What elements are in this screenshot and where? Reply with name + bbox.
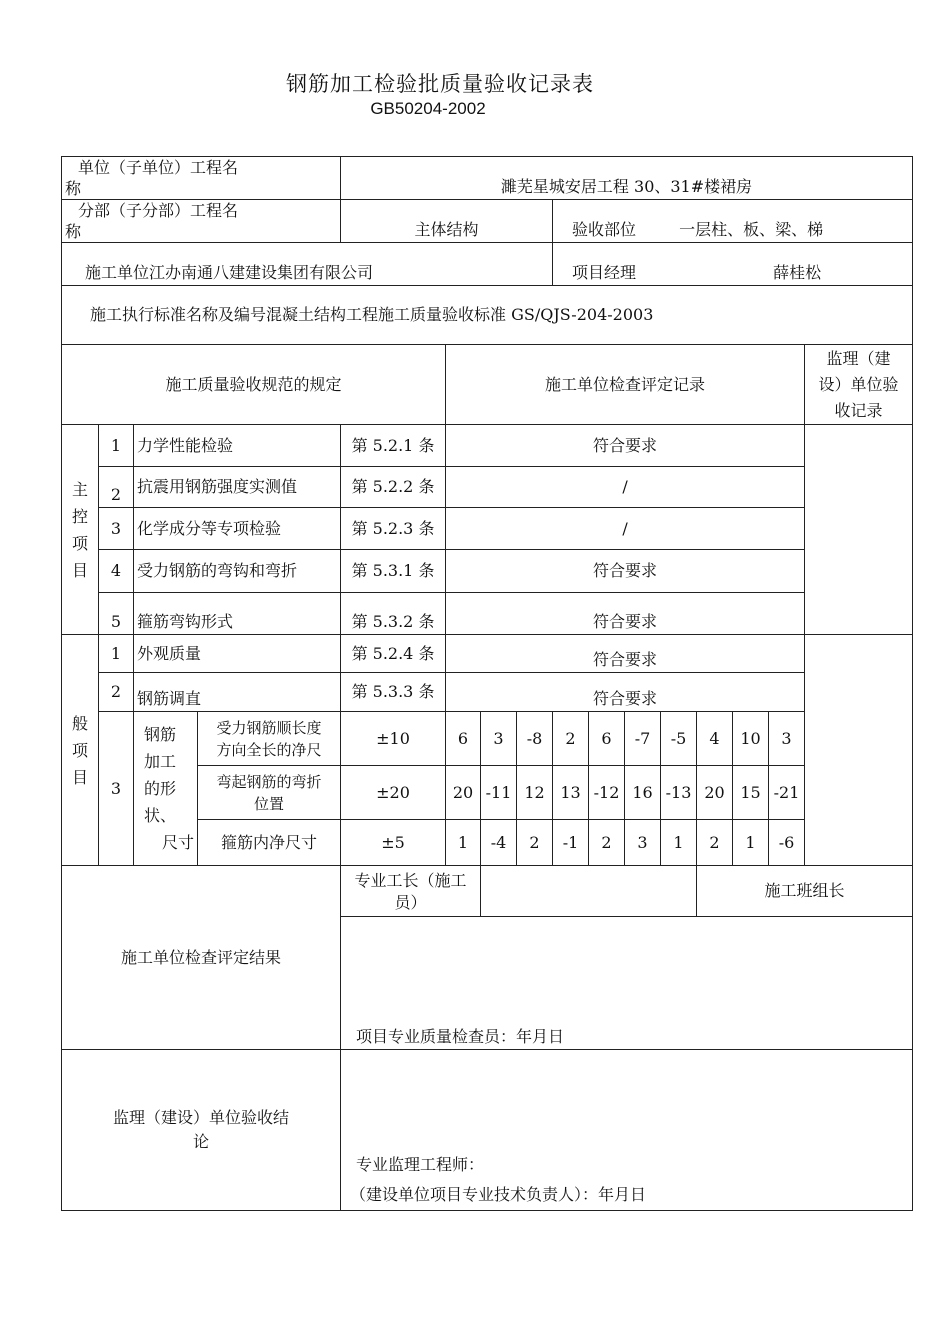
item-number: 2 [99,467,134,508]
measured-value: 1 [446,820,481,866]
project-manager-value: 薛桂松 [773,263,822,282]
item-result: 符合要求 [446,673,805,712]
measured-value: 10 [733,712,769,766]
item-number: 1 [99,635,134,673]
measured-value: -7 [625,712,661,766]
supervising-engineer-signoff: 专业监理工程师： [356,1155,485,1174]
record-header: 施工单位检查评定记录 [446,345,805,425]
measured-value: 3 [481,712,517,766]
item-number: 3 [99,712,134,866]
measured-value: -11 [481,766,517,820]
item-clause: 第 5.2.2 条 [341,467,446,508]
acceptance-part [553,200,913,243]
measured-value: 2 [697,820,733,866]
measured-value: -6 [769,820,805,866]
tolerance: ±10 [341,712,446,766]
item-name: 钢筋调直 [134,673,341,712]
acceptance-part-value: 一层柱、板、梁、梯 [679,220,824,239]
measured-value: 15 [733,766,769,820]
quality-inspector-signoff: 项目专业质量检查员：年月日 [356,1027,565,1046]
measured-value: 1 [733,820,769,866]
measured-value: 2 [517,820,553,866]
spec-header: 施工质量验收规范的规定 [62,345,446,425]
item-result: 符合要求 [446,550,805,593]
item-clause: 第 5.2.3 条 [341,508,446,550]
item-number: 3 [99,508,134,550]
measured-value: 2 [553,712,589,766]
contractor-result-label: 施工单位检查评定结果 [62,866,341,1050]
project-manager-label: 项目经理 [572,263,637,282]
measured-value: 3 [625,820,661,866]
item-clause: 第 5.3.1 条 [341,550,446,593]
measured-value: 6 [589,712,625,766]
measured-value: 1 [661,820,697,866]
measured-value: 12 [517,766,553,820]
main-control-supervision [805,425,913,635]
check-item-name: 弯起钢筋的弯折 位置 [198,766,341,820]
item-result: / [446,467,805,508]
measured-value: -21 [769,766,805,820]
measured-value: 2 [589,820,625,866]
tolerance: ±20 [341,766,446,820]
foreman-signature [481,866,697,917]
supervision-conclusion-content [341,1050,913,1211]
item-result: 符合要求 [446,593,805,635]
general-items-label: 般 项 目 [62,635,99,866]
measured-value: -12 [589,766,625,820]
supervision-conclusion-label: 监理（建设）单位验收结 论 [62,1050,341,1211]
project-manager [553,243,913,286]
item-name: 抗震用钢筋强度实测值 [134,467,341,508]
measured-value: -1 [553,820,589,866]
measured-value: 13 [553,766,589,820]
measured-value: 3 [769,712,805,766]
item-name: 力学性能检验 [134,425,341,467]
general-supervision [805,635,913,866]
unit-project-label: 单位（子单位）工程名 称 [62,157,341,200]
sub-project-label: 分部（子分部）工程名 称 [62,200,341,243]
item-number: 4 [99,550,134,593]
measured-value: 6 [446,712,481,766]
item-name: 箍筋弯钩形式 [134,593,341,635]
item-result: 符合要求 [446,635,805,673]
item-result: 符合要求 [446,425,805,467]
standard-code: GB50204-2002 [370,99,486,118]
item-name: 受力钢筋的弯钩和弯折 [134,550,341,593]
measured-value: -8 [517,712,553,766]
item-name: 化学成分等专项检验 [134,508,341,550]
measured-value: 4 [697,712,733,766]
inspection-record-table [61,156,913,1211]
execution-standard: 施工执行标准名称及编号混凝土结构工程施工质量验收标准 GS/QJS-204-2003 [62,286,913,345]
item-clause: 第 5.2.4 条 [341,635,446,673]
sub-project-value: 主体结构 [341,200,553,243]
measured-value: 20 [697,766,733,820]
item-clause: 第 5.2.1 条 [341,425,446,467]
item-result: / [446,508,805,550]
form-title: 钢筋加工检验批质量验收记录表 [286,72,594,96]
owner-representative-signoff: （建设单位项目专业技术负责人）：年月日 [350,1185,647,1204]
check-item-name: 受力钢筋顺长度 方向全长的净尺 [198,712,341,766]
item-clause: 第 5.3.3 条 [341,673,446,712]
shape-size-label: 钢筋 加工 的形 状、 尺寸 [134,712,198,866]
item-clause: 第 5.3.2 条 [341,593,446,635]
main-control-label: 主 控 项 目 [62,425,99,635]
item-number: 1 [99,425,134,467]
item-name: 外观质量 [134,635,341,673]
supervision-header: 监理（建 设）单位验 收记录 [805,345,913,425]
measured-value: -5 [661,712,697,766]
check-item-name: 箍筋内净尺寸 [198,820,341,866]
contractor: 施工单位江办南通八建建设集团有限公司 [62,243,553,286]
item-number: 2 [99,673,134,712]
measured-value: 16 [625,766,661,820]
contractor-result-content [341,917,913,1050]
unit-project-value: 濉芜星城安居工程 30、31#楼裙房 [341,157,913,200]
measured-value: -13 [661,766,697,820]
team-leader-label: 施工班组长 [697,866,913,917]
item-number: 5 [99,593,134,635]
tolerance: ±5 [341,820,446,866]
acceptance-part-label: 验收部位 [572,220,637,239]
measured-value: -4 [481,820,517,866]
foreman-label: 专业工长（施工 员） [341,866,481,917]
measured-value: 20 [446,766,481,820]
